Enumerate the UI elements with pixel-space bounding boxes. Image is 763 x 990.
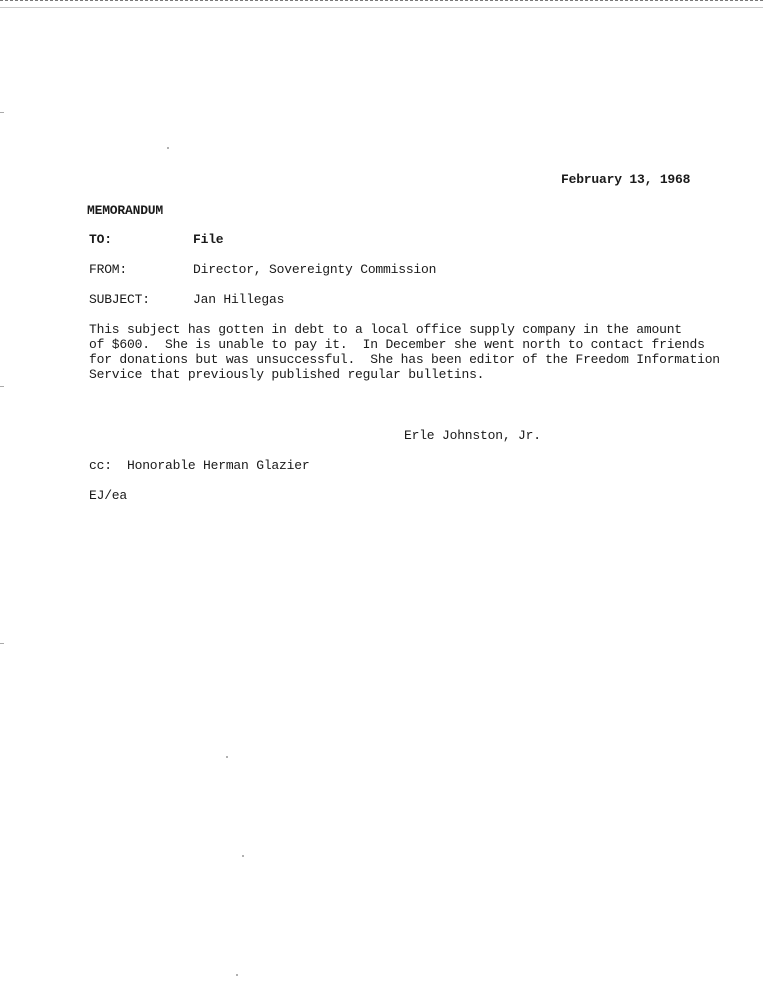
paper-speck xyxy=(242,855,244,857)
body-line: for donations but was unsuccessful. She has been editor of the Freedom Information xyxy=(89,352,720,367)
page-top-edge xyxy=(0,0,763,8)
body-line: This subject has gotten in debt to a local office supply company in the amount xyxy=(89,322,682,337)
from-value: Director, Sovereignty Commission xyxy=(193,262,437,277)
body-line: of $600. She is unable to pay it. In December she went north to contact friends xyxy=(89,337,705,352)
typist-initials: EJ/ea xyxy=(89,488,128,503)
memo-date: February 13, 1968 xyxy=(561,172,691,187)
to-value: File xyxy=(193,232,224,247)
margin-mark xyxy=(0,643,4,644)
body-line: Service that previously published regular bulletins. xyxy=(89,367,485,382)
from-label: FROM: xyxy=(89,262,128,277)
paper-speck xyxy=(167,147,169,149)
margin-mark xyxy=(0,386,4,387)
memo-title: MEMORANDUM xyxy=(87,203,164,218)
to-label: TO: xyxy=(89,232,112,247)
cc-line: cc: Honorable Herman Glazier xyxy=(89,458,310,473)
paper-speck xyxy=(236,974,238,976)
margin-mark xyxy=(0,112,4,113)
paper-speck xyxy=(226,756,228,758)
subject-value: Jan Hillegas xyxy=(193,292,285,307)
signature: Erle Johnston, Jr. xyxy=(404,428,541,443)
subject-label: SUBJECT: xyxy=(89,292,150,307)
